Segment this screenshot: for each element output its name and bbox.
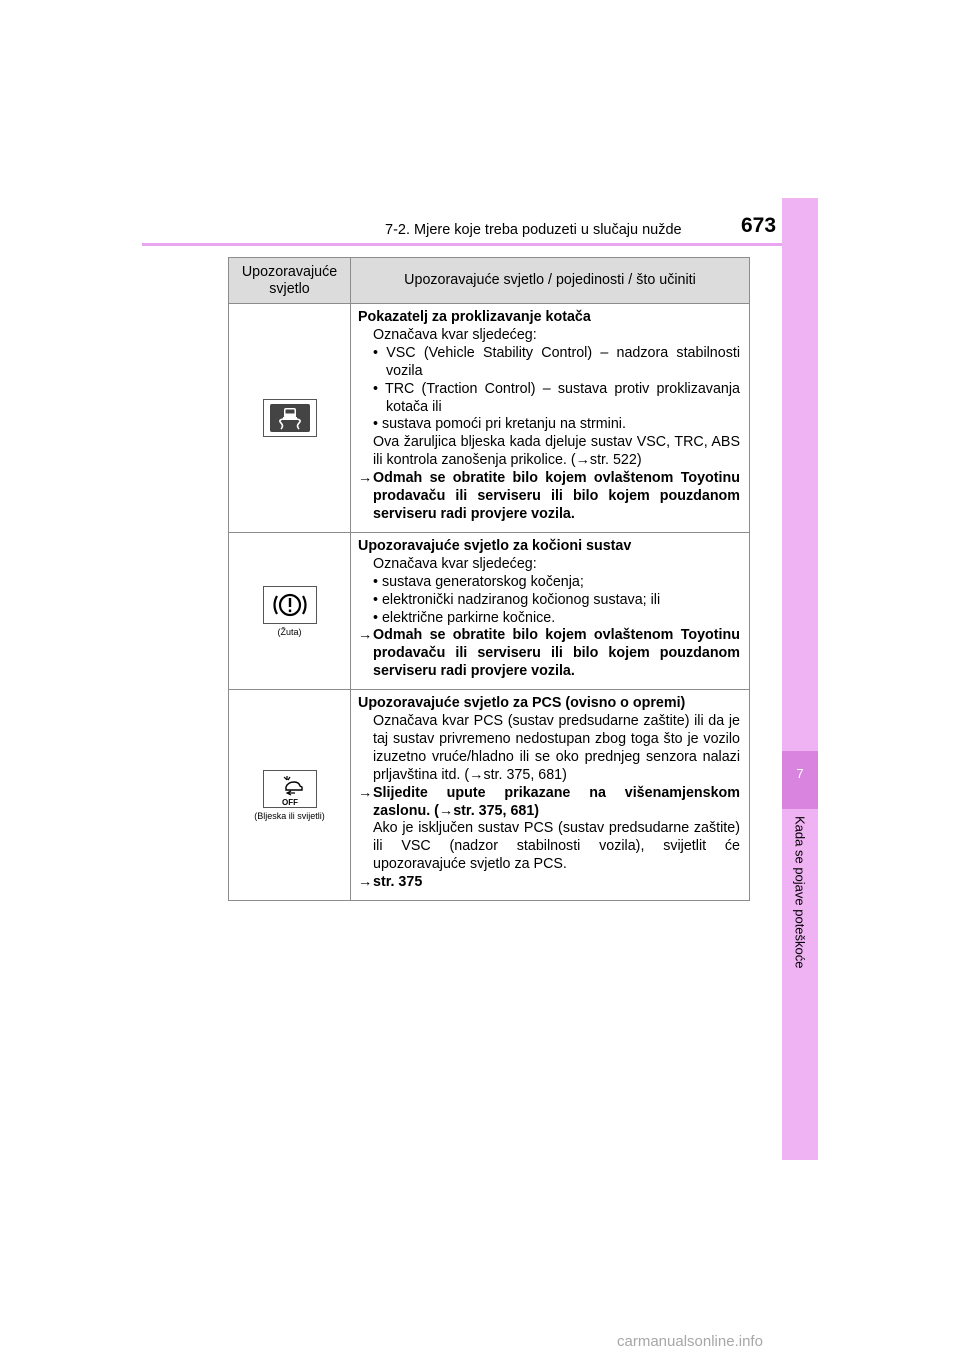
arrow-icon: → bbox=[358, 874, 373, 891]
table-row bbox=[229, 304, 750, 533]
header-rule bbox=[142, 243, 818, 246]
icon-cell bbox=[229, 690, 351, 901]
row-bullet: • električne parkirne kočnice. bbox=[373, 609, 556, 626]
brake-system-warning-icon bbox=[263, 586, 317, 624]
row-text: Ako je isključen sustav PCS (sustav predsudarne zaštite) ili VSC (nadzor stabilnosti vozila), svijetlit će upozoravajuće svjetlo za PCS. bbox=[373, 820, 740, 873]
arrow-icon: → bbox=[358, 627, 373, 644]
pcs-off-warning-icon bbox=[263, 770, 317, 808]
row-bullet: • VSC (Vehicle Stability Control) – nadzora stabilnosti vozila bbox=[373, 344, 740, 379]
row-text: Ova žaruljica bljeska kada djeluje sustav VSC, TRC, ABS ili kontrola zanošenja prikolice. (→str. 522) bbox=[373, 434, 740, 469]
description-cell bbox=[351, 532, 750, 689]
chapter-title: Kada se pojave poteškoće bbox=[792, 816, 808, 969]
row-title: Pokazatelj za proklizavanje kotača bbox=[358, 309, 591, 325]
row-action bbox=[358, 627, 740, 681]
row-action-text: Slijedite upute prikazane na višenamjenskom zaslonu. (→str. 375, 681) bbox=[373, 784, 740, 819]
table-row bbox=[229, 690, 750, 901]
arrow-icon: → bbox=[358, 470, 373, 487]
row-text: Označava kvar PCS (sustav predsudarne zaštite) ili da je taj sustav privremeno nedostupan zbog toga što je vozilo izuzetno vruće/hladno ili se oko prednjeg senzora nalazi prljavština itd. (→str. 375, 681) bbox=[373, 713, 740, 783]
icon-caption: (Bljeska ili svijetli) bbox=[254, 810, 325, 821]
row-action-text: Odmah se obratite bilo kojem ovlaštenom Toyotinu prodavaču ili serviseru ili bilo kojem pouzdanom serviseru radi provjere vozila. bbox=[373, 627, 740, 680]
pcs-off-text: OFF bbox=[281, 797, 298, 807]
row-action bbox=[358, 874, 740, 892]
section-title: 7-2. Mjere koje treba poduzeti u slučaju nužde bbox=[385, 222, 682, 238]
row-text: Označava kvar sljedećeg: bbox=[373, 555, 537, 572]
icon-caption: (Žuta) bbox=[277, 626, 302, 637]
row-action-text: Odmah se obratite bilo kojem ovlaštenom Toyotinu prodavaču ili serviseru ili bilo kojem pouzdanom serviseru radi provjere vozila. bbox=[373, 470, 740, 522]
col-header-details: Upozoravajuće svjetlo / pojedinosti / što učiniti bbox=[351, 258, 750, 304]
watermark: carmanualsonline.info bbox=[617, 1333, 763, 1350]
row-action bbox=[358, 785, 740, 821]
chapter-side-tab bbox=[782, 198, 818, 1160]
row-title: Upozoravajuće svjetlo za kočioni sustav bbox=[358, 537, 632, 554]
row-action-text: str. 375 bbox=[373, 874, 423, 891]
page-number: 673 bbox=[741, 214, 777, 237]
row-bullet: • TRC (Traction Control) – sustava protiv proklizavanja kotača ili bbox=[373, 380, 740, 415]
row-bullet: • elektronički nadziranog kočionog sustava; ili bbox=[373, 591, 661, 608]
col-header-light: Upozoravajuće svjetlo bbox=[229, 258, 351, 304]
row-title: Upozoravajuće svjetlo za PCS (ovisno o opremi) bbox=[358, 695, 686, 712]
description-cell bbox=[351, 304, 750, 533]
icon-cell bbox=[229, 532, 351, 689]
row-text: Označava kvar sljedećeg: bbox=[373, 326, 537, 343]
warning-lights-table bbox=[228, 257, 750, 901]
icon-cell bbox=[229, 304, 351, 533]
arrow-icon: → bbox=[358, 784, 373, 801]
table-row bbox=[229, 532, 750, 689]
skid-indicator-icon bbox=[263, 399, 317, 437]
row-bullet: • sustava pomoći pri kretanju na strmini. bbox=[373, 416, 626, 433]
chapter-number: 7 bbox=[796, 766, 804, 781]
description-cell bbox=[351, 690, 750, 901]
row-action bbox=[358, 470, 740, 524]
table-header-row bbox=[229, 258, 750, 304]
row-bullet: • sustava generatorskog kočenja; bbox=[373, 573, 584, 590]
